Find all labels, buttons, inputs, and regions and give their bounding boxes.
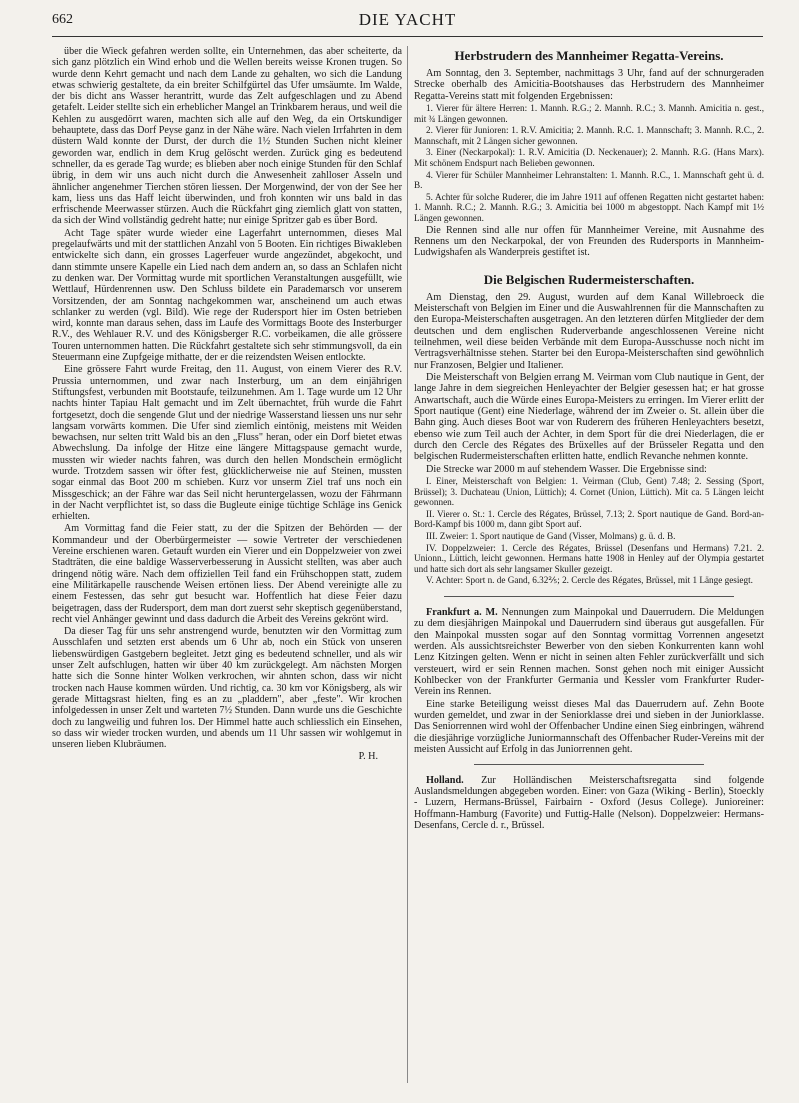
right-column — [414, 46, 764, 1083]
result-line: I. Einer, Meisterschaft von Belgien: 1. Veirman (Club, Gent) 7.48; 2. Sessing (Sport, Brüssel); 3. Duchateau (Union, Lüttich); 4. Cornet (Union, Lüttich). Mit ca. 5 Längen leicht gewonnen. — [414, 476, 764, 508]
result-line: II. Vierer o. St.: 1. Cercle des Régates, Brüssel, 7.13; 2. Sport nautique de Gand. Bord-an-Bord-Kampf bis 1000 m, dann gibt Sport auf. — [414, 508, 764, 530]
paragraph: Eine grössere Fahrt wurde Freitag, den 11. August, von einem Vierer des R.V. Prussia unternommen, und zwar nach Insterburg, um an dem einjährigen Stiftungsfest, verbunden mit Bootstaufe, teilzunehmen. Am 1. Tage wurde um 12 Uhr nachts hinter Tapiau Halt gemacht und im Zelt übernachtet, früh wurde die Fahrt fortgesetzt, doch die sengende Glut und der niedrige Wasserstand liessen uns nur sehr langsam vorwärts kommen. Die Ufer sind ziemlich eintönig, meistens mit Weiden bewachsen, nur selten tritt Wald bis an den „Fluss" heran, oder ein Dorf bietet etwas Abwechslung. Da infolge der Hitze eine längere Mittagspause gemacht wurde, mussten wir wieder nachts fahren, was durch den hellen Mondschein ermöglicht wurde. Trotzdem sassen wir öfter fest, glücklicherweise nie auf Steinen, mussten sogar einmal das Boot 200 m schieben. Kurz vor unserm Ziel traf uns noch ein Missgeschick; an der Fähre war das Seil nicht heruntergelassen, wozu der Fährmann in der Nacht verpflichtet ist, so dass die Bugleute einige tüchtige Schläge ins Genick erhielten. — [52, 364, 402, 523]
news-place: Holland. — [426, 774, 464, 786]
news-item-holland — [414, 775, 764, 832]
result-line: III. Zweier: 1. Sport nautique de Gand (Visser, Molmans) g. ü. d. B. — [426, 531, 676, 542]
result-line: 1. Vierer für ältere Herren: 1. Mannh. R.G.; 2. Mannh. R.C.; 3. Mannh. Amicitia n. gest., mit ¾ Längen gewonnen. — [414, 103, 764, 124]
article-title-belgian: Die Belgischen Rudermeisterschaften. — [483, 271, 695, 287]
news-item-frankfurt — [414, 607, 764, 698]
paragraph: Am Vormittag fand die Feier statt, zu der die Spitzen der Behörden — der Kommandeur und der Oberbürgermeister — sowie Vertreter der verschiedenen Vereine erschienen waren. Getauft wurden ein Vierer und ein Doppelzweier von zwei Stadträten, die eine baldige Wasserverbesserung in Aussicht stellten, was aber auch dringend nötig wäre. Nach dem offiziellen Teil fand ein Frühschoppen statt, zudem eine Militärkapelle rauschende Weisen ertönen liess. Der Abend vereinigte alle zu einem Festessen, das sehr gut besucht war. Hoffentlich hat diese Feier dazu beigetragen, dass der Rudersport, dem man dort zuerst sehr skeptisch gegenüberstand, recht viel Anhänger gewinnt und dass dadurch die Arbeit des Vereins gekrönt wird. — [52, 523, 402, 625]
news-text: Zur Holländischen Meisterschaftsregatta sind folgende Auslandsmeldungen abgegeben worden. Einer: von Gaza (Wiking - Berlin), Stoeckly - Luzern, Hermans-Brüssel, Fairbairn - Oxford (Jesus College). Junioreiner: Hoffmann-Hamburg (Favorite) und Futtig-Halle (Nelson). Doppelzweier: Hermans-Desenfans, Cercle d. r., Brüssel. — [414, 774, 764, 831]
result-line: 2. Vierer für Junioren: 1. R.V. Amicitia; 2. Mannh. R.C. 1. Mannschaft; 3. Mannh. R.C., 2. Mannschaft, mit 2 Längen sicher gewonnen. — [414, 125, 764, 146]
result-line: 4. Vierer für Schüler Mannheimer Lehranstalten: 1. Mannh. R.C., 1. Mannschaft geht ü. d. B. — [414, 169, 764, 191]
signature: P. H. — [358, 751, 378, 763]
page-header — [52, 10, 763, 37]
paragraph: Am Sonntag, den 3. September, nachmittags 3 Uhr, fand auf der schnurgeraden Strecke oberhalb des Amicitia-Bootshauses das Herbstrudern des Mannheimer Regatta-Vereins statt mit folgenden Ergebnissen: — [414, 68, 764, 102]
result-line: V. Achter: Sport n. de Gand, 6.32⅖; 2. Cercle des Régates, Brüssel, mit 1 Länge gesiegt. — [426, 575, 753, 586]
result-line: 3. Einer (Neckarpokal): 1. R.V. Amicitia (D. Neckenauer); 2. Mannh. R.G. (Hans Marx). Mit schönem Endspurt nach Belieben gewonnen. — [414, 147, 764, 168]
paragraph: Eine starke Beteiligung weisst dieses Mal das Dauerrudern auf. Zehn Boote wurden gemeldet, und zwar in der Seniorklasse drei und sieben in der Juniorklasse. Das Seniorrennen wird wohl der Offenbacher Undine einen Sieg einbringen, während die diesjährige vorzügliche Juniormannschaft des Offenbacher Ruder-Vereins mit der meisten Aussicht auf Erfolg in das Juniorrennen geht. — [414, 698, 764, 756]
spacer — [414, 260, 764, 270]
result-line: IV. Doppelzweier: 1. Cercle des Régates, Brüssel (Desenfans und Hermans) 7.21. 2. Unionn., Lüttich, leicht gewonnen. Hermans hatte 1908 in Henley auf der Olympia gestartet und hatte sich dort als sehr langsamer Skuller gezeigt. — [414, 542, 764, 574]
article-title-mannheim: Herbstrudern des Mannheimer Regatta-Vereins. — [454, 48, 724, 63]
paragraph: Die Rennen sind alle nur offen für Mannheimer Vereine, mit Ausnahme des Rennens um den Neckarpokal, der von Freunden des Rudersports in Mannheim-Ludwigshafen als Wanderpreis gestiftet ist. — [414, 224, 764, 259]
left-column — [52, 46, 402, 1083]
paragraph: über die Wieck gefahren werden sollte, ein Unternehmen, das aber scheiterte, da sich ganz plötzlich ein Wind erhob und die Wellen bereits weisse Kronen trugen. So wurde denn Kehrt gemacht und nach dem Lande zu gehalten, wo sich die Landung etwas schwierig gestaltete, da ein breiter Schilfgürtel das Ufer umsäumte. Im Walde, der bis dicht ans Wasser herantritt, wurde das Zelt aufgeschlagen und zu Abend getafelt. Leider stellte sich ein erheblicher Mangel an Trinkbarem heraus, und weil die Kehlen zu ausgedörrt waren, machten sich alle auf den Weg, da ein Ortskundiger behauptete, dass das Dorf Peyse ganz in der Nähe wäre. Nach vielen Irrfahrten in dem düstern Wald konnte der Durst, der durch die 1½ Stunden Suchen nicht kleiner geworden war, endlich in dem Krug gelöscht werden. Zurück ging es bedeutend schneller, da es gerade Tag wurde; es blieben aber noch einige Stunden für den Schlaf übrig, in dem wir uns auch nicht durch die Anwesenheit zahlloser Asseln und ähnlicher angenehmer Tierchen stören liessen. Der Morgenwind, der von der See her kam, liess uns das Haff leicht überwinden, und froh konnten wir uns bald in das erfrischende Meerwasser stürzen. Auch die Rückfahrt ging ziemlich glatt von statten, da sich der Wind vollständig gedreht hatte; nur einige Spritzer gab es über Bord. — [52, 46, 402, 227]
paragraph: Die Strecke war 2000 m auf stehendem Wasser. Die Ergebnisse sind: — [426, 463, 707, 475]
section-divider — [444, 596, 734, 597]
column-divider — [407, 46, 408, 1083]
paragraph: Am Dienstag, den 29. August, wurden auf dem Kanal Willebroeck die Meisterschaft von Belgien im Einer und die Auswahlrennen für die Mannschaften zu den Europa-Meisterschaften ausgetragen. An den letzteren dürfen Mitglieder der dem deutschen und dem englischen Ruderverbande angeschlossenen Vereine nicht teilnehmen, weil diese beiden Verbände mit dem Europa-Ausschusse noch nicht im Vertragsverhältnisse stehen. Starter bei den Europa-Meisterschaften sind gewöhnlich nur Franzosen, Belgier und Italiener. — [414, 291, 764, 371]
paragraph: Acht Tage später wurde wieder eine Lagerfahrt unternommen, dieses Mal pregelaufwärts und mit der stattlichen Anzahl von 5 Booten. Ein richtiges Biwakleben entwickelte sich dann, ein grosses Lagerfeuer wurde angezündet, abgekocht, und dann stimmte unsere Kapelle ein Lied nach dem andern an, so dass an Schlafen nicht zu denken war. Der Vormittag wurde mit sportlichen Veranstaltungen ausgefüllt, wie Wettlauf, Hürdenrennen usw. Den Schluss bildete ein Parademarsch vor unserem Vorsitzenden, der am Sonntag nachgekommen war, anscheinend um auch etwas schlanker zu werden (vgl. Bild). Wie rege der Rudersport hier im Osten betrieben wird, konnte man daraus sehen, dass im Laufe des Vormittags Boote des Insterburger R.V., des Wehlauer R.V. und des Königsberger R.C. vorbeikamen, die alle grössere Touren unternommen hatten. Die Rückfahrt gestaltete sich sehr stimmungsvoll, da ein Steuermann eine Zupfgeige mithatte, der er die reizendsten Weisen entlockte. — [52, 227, 402, 364]
news-text: Nennungen zum Mainpokal und Dauerrudern. Die Meldungen zu dem diesjährigen Mainpokal und Dauerrudern sind überaus gut ausgefallen. Für den Mainpokal mussten sogar auf den Sonntag vormittag Vorrennen angesetzt werden. Als aussichtsreichster Bewerber von den sieben Konkurrenten kann wohl Lenz Kitzingen gelten. Wenn er nicht in seinen alten Fehler zurückverfällt und sich versteuert, wird er sein Rennen machen. Sonst gehen noch mit einiger Aussicht Kohlbecker von der Frankfurter Germania und Kessler vom Frankfurter Ruder-Verein ins Rennen. — [414, 607, 764, 698]
news-place: Frankfurt a. M. — [426, 607, 498, 619]
paragraph: Die Meisterschaft von Belgien errang M. Veirman vom Club nautique in Gent, der lange Jahre in dem siegreichen Henleyachter der Belgier gesessen hat; er hat grosse Anwartschaft, auch die Würde eines Europa-Meisters zu erringen. Im Vierer erlitt der Sport nautique (Gent) eine Niederlage, während der im Zweier o. St. allein über die Bahn ging. Auch dieses Boot war von Ruderern des früheren Henleyachters besetzt, ebenso wie zum Teil auch der Achter, in dem Sport für die drei Niederlagen, die er durch den Cercle des Régates des Brüxelles auf der Brüsseler Regatta und den belgischen Rudermeisterschaften erlitten hatte, endlich Revanche nehmen konnte. — [414, 372, 764, 463]
journal-title: DIE YACHT — [358, 10, 457, 29]
result-line: 5. Achter für solche Ruderer, die im Jahre 1911 auf offenen Regatten nicht gestartet haben: 1. Mannh. R.C.; 2. Mannh. R.G.; 3. Amicitia bei 1000 m abgestoppt. Nach Kampf mit 1½ Längen gewonnen. — [414, 191, 764, 223]
section-divider — [474, 764, 704, 765]
page-number: 662 — [52, 12, 73, 27]
paragraph: Da dieser Tag für uns sehr anstrengend wurde, benutzten wir den Vormittag zum Ausschlafen und setzten erst abends um 6 Uhr ab, noch ein Stück von unseren liebenswürdigen Gastgebern begleitet. Jetzt ging es bedeutend schneller, und als wir unser Zelt aufschlugen, hatten wir über 40 km zurückgelegt. Am nächsten Morgen hatte sich die Sonne hinter Wolken verkrochen, wir ahnten schon, dass wir nicht trocken nach Hause kommen würden. Und richtig, ca. 30 km vor Königsberg, als wir gerade Mittagsrast hielten, fing es an zu „pladdern", aber „feste". Wir krochen infolgedessen in unser Zelt und warteten 7½ Stunden. Dann wurde uns die Geschichte doch zu langweilig und fuhren los. Der Himmel hatte auch schliesslich ein Einsehen, so dass wir wieder trocken wurden, und abends um 11 Uhr sassen wir wohlgemut in unseren lieben Klubräumen. — [52, 626, 402, 751]
